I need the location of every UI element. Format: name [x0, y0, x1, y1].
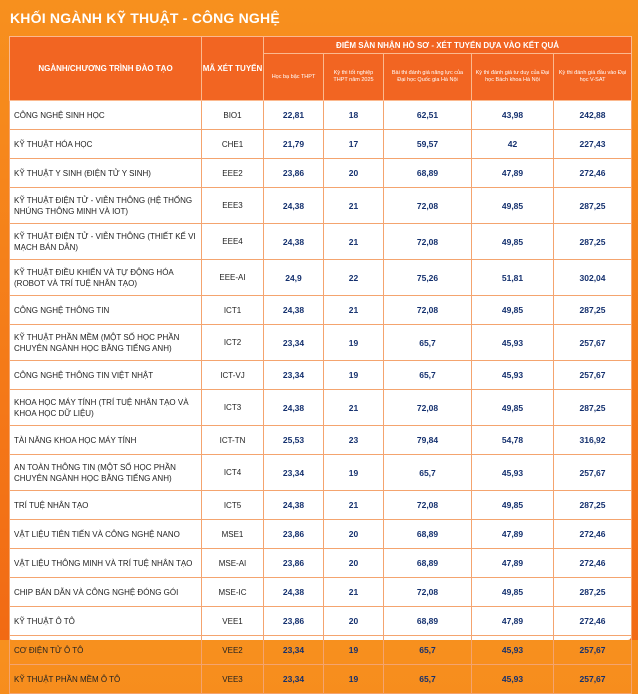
program-header: NGÀNH/CHƯƠNG TRÌNH ĐÀO TẠO — [10, 37, 202, 101]
page-title: KHỐI NGÀNH KỸ THUẬT - CÔNG NGHỆ — [10, 10, 280, 26]
score-vnu: 72,08 — [384, 296, 472, 325]
program-code: CHE1 — [202, 130, 264, 159]
score-vnu: 65,7 — [384, 665, 472, 694]
table-row — [10, 426, 632, 455]
table-row — [10, 520, 632, 549]
program-code: VEE2 — [202, 636, 264, 665]
program-name: KỸ THUẬT ĐIỆN TỬ - VIỄN THÔNG (HỆ THỐNG NHÚNG THÔNG MINH VÀ IOT) — [10, 188, 202, 224]
score-vnu: 59,57 — [384, 130, 472, 159]
score-vnu: 72,08 — [384, 390, 472, 426]
score-graduation: 19 — [324, 455, 384, 491]
score-table — [9, 36, 632, 694]
program-code: ICT2 — [202, 325, 264, 361]
score-hust: 47,89 — [472, 159, 554, 188]
program-code: VEE3 — [202, 665, 264, 694]
score-vsat: 272,46 — [554, 159, 632, 188]
transcript-header: Học bạ bậc THPT — [264, 54, 324, 101]
score-vnu: 72,08 — [384, 578, 472, 607]
score-vnu: 68,89 — [384, 520, 472, 549]
score-vnu: 68,89 — [384, 607, 472, 636]
table-row — [10, 665, 632, 694]
score-transcript: 21,79 — [264, 130, 324, 159]
score-graduation: 23 — [324, 426, 384, 455]
program-name: KỸ THUẬT Y SINH (ĐIỆN TỬ Y SINH) — [10, 159, 202, 188]
score-hust: 45,93 — [472, 636, 554, 665]
score-transcript: 23,34 — [264, 636, 324, 665]
score-transcript: 23,34 — [264, 665, 324, 694]
program-code: BIO1 — [202, 101, 264, 130]
score-hust: 43,98 — [472, 101, 554, 130]
score-transcript: 24,38 — [264, 188, 324, 224]
program-name: CÔNG NGHỆ SINH HỌC — [10, 101, 202, 130]
score-graduation: 20 — [324, 159, 384, 188]
score-vnu: 62,51 — [384, 101, 472, 130]
score-vsat: 287,25 — [554, 224, 632, 260]
score-vsat: 302,04 — [554, 260, 632, 296]
program-name: CÔNG NGHỆ THÔNG TIN — [10, 296, 202, 325]
score-vnu: 75,26 — [384, 260, 472, 296]
score-vnu: 79,84 — [384, 426, 472, 455]
score-hust: 45,93 — [472, 665, 554, 694]
table-row — [10, 549, 632, 578]
score-vnu: 65,7 — [384, 455, 472, 491]
score-transcript: 24,9 — [264, 260, 324, 296]
program-code: MSE-AI — [202, 549, 264, 578]
score-hust: 47,89 — [472, 549, 554, 578]
table-row — [10, 578, 632, 607]
table-row — [10, 491, 632, 520]
score-transcript: 23,34 — [264, 325, 324, 361]
score-hust: 49,85 — [472, 296, 554, 325]
score-graduation: 21 — [324, 390, 384, 426]
table-row — [10, 101, 632, 130]
score-group-header: ĐIỂM SÀN NHẬN HỒ SƠ - XÉT TUYỂN DỰA VÀO KẾT QUẢ — [264, 37, 632, 54]
score-vsat: 227,43 — [554, 130, 632, 159]
program-code: MSE1 — [202, 520, 264, 549]
score-hust: 49,85 — [472, 578, 554, 607]
score-graduation: 17 — [324, 130, 384, 159]
program-name: KỸ THUẬT ĐIỀU KHIỂN VÀ TỰ ĐỘNG HÓA (ROBOT VÀ TRÍ TUỆ NHÂN TẠO) — [10, 260, 202, 296]
score-transcript: 23,86 — [264, 549, 324, 578]
graduation-exam-header: Kỳ thi tốt nghiệp THPT năm 2025 — [324, 54, 384, 101]
table-row — [10, 325, 632, 361]
program-code: EEE-AI — [202, 260, 264, 296]
program-name: CÔNG NGHỆ THÔNG TIN VIỆT NHẬT — [10, 361, 202, 390]
score-hust: 47,89 — [472, 520, 554, 549]
score-graduation: 21 — [324, 578, 384, 607]
table-row — [10, 361, 632, 390]
table-row — [10, 455, 632, 491]
score-vnu: 65,7 — [384, 361, 472, 390]
score-vsat: 287,25 — [554, 491, 632, 520]
program-code: ICT1 — [202, 296, 264, 325]
program-code: EEE3 — [202, 188, 264, 224]
score-graduation: 20 — [324, 520, 384, 549]
table-row — [10, 130, 632, 159]
score-vsat: 257,67 — [554, 636, 632, 665]
score-hust: 49,85 — [472, 188, 554, 224]
score-hust: 45,93 — [472, 325, 554, 361]
program-code: ICT3 — [202, 390, 264, 426]
score-hust: 45,93 — [472, 361, 554, 390]
score-hust: 49,85 — [472, 491, 554, 520]
score-hust: 49,85 — [472, 390, 554, 426]
program-name: VẬT LIỆU TIÊN TIẾN VÀ CÔNG NGHỆ NANO — [10, 520, 202, 549]
vsat-header: Kỳ thi đánh giá đầu vào Đại học V-SAT — [554, 54, 632, 101]
score-graduation: 19 — [324, 361, 384, 390]
score-hust: 45,93 — [472, 455, 554, 491]
program-name: KỸ THUẬT Ô TÔ — [10, 607, 202, 636]
program-name: KỸ THUẬT HÓA HỌC — [10, 130, 202, 159]
score-vsat: 272,46 — [554, 607, 632, 636]
program-code: ICT4 — [202, 455, 264, 491]
program-name: VẬT LIỆU THÔNG MINH VÀ TRÍ TUỆ NHÂN TẠO — [10, 549, 202, 578]
program-name: CƠ ĐIỆN TỬ Ô TÔ — [10, 636, 202, 665]
score-graduation: 20 — [324, 549, 384, 578]
score-transcript: 24,38 — [264, 578, 324, 607]
score-transcript: 23,86 — [264, 159, 324, 188]
score-hust: 42 — [472, 130, 554, 159]
score-vsat: 272,46 — [554, 520, 632, 549]
score-transcript: 24,38 — [264, 296, 324, 325]
score-transcript: 22,81 — [264, 101, 324, 130]
score-hust: 49,85 — [472, 224, 554, 260]
table-row — [10, 296, 632, 325]
score-vsat: 257,67 — [554, 361, 632, 390]
score-vsat: 242,88 — [554, 101, 632, 130]
score-transcript: 24,38 — [264, 224, 324, 260]
score-vsat: 316,92 — [554, 426, 632, 455]
score-vsat: 287,25 — [554, 188, 632, 224]
program-name: TÀI NĂNG KHOA HỌC MÁY TÍNH — [10, 426, 202, 455]
score-vsat: 287,25 — [554, 296, 632, 325]
table-row — [10, 224, 632, 260]
score-graduation: 19 — [324, 665, 384, 694]
score-graduation: 19 — [324, 325, 384, 361]
score-vsat: 257,67 — [554, 455, 632, 491]
score-transcript: 24,38 — [264, 390, 324, 426]
program-name: KHOA HỌC MÁY TÍNH (TRÍ TUỆ NHÂN TẠO VÀ KHOA HỌC DỮ LIỆU) — [10, 390, 202, 426]
score-transcript: 23,86 — [264, 607, 324, 636]
score-vnu: 72,08 — [384, 224, 472, 260]
program-name: KỸ THUẬT ĐIỆN TỬ - VIỄN THÔNG (THIẾT KẾ VI MẠCH BÁN DẪN) — [10, 224, 202, 260]
score-graduation: 21 — [324, 491, 384, 520]
table-row — [10, 159, 632, 188]
score-vsat: 287,25 — [554, 390, 632, 426]
table-body — [10, 101, 632, 694]
score-hust: 47,89 — [472, 607, 554, 636]
score-graduation: 21 — [324, 296, 384, 325]
score-vsat: 257,67 — [554, 665, 632, 694]
code-header: MÃ XÉT TUYỂN — [202, 37, 264, 101]
score-vsat: 287,25 — [554, 578, 632, 607]
table-row — [10, 390, 632, 426]
score-vnu: 68,89 — [384, 549, 472, 578]
table-row — [10, 607, 632, 636]
table-row — [10, 188, 632, 224]
score-vsat: 257,67 — [554, 325, 632, 361]
vnu-competency-header: Bài thi đánh giá năng lực của Đại học Quốc gia Hà Nội — [384, 54, 472, 101]
score-graduation: 22 — [324, 260, 384, 296]
score-hust: 54,78 — [472, 426, 554, 455]
program-code: ICT-TN — [202, 426, 264, 455]
hust-thinking-header: Kỳ thi đánh giá tư duy của Đại học Bách khoa Hà Nội — [472, 54, 554, 101]
score-transcript: 23,34 — [264, 361, 324, 390]
score-graduation: 20 — [324, 607, 384, 636]
program-code: EEE2 — [202, 159, 264, 188]
score-graduation: 21 — [324, 188, 384, 224]
admission-table — [9, 36, 631, 684]
program-name: KỸ THUẬT PHẦN MỀM Ô TÔ — [10, 665, 202, 694]
score-vnu: 68,89 — [384, 159, 472, 188]
table-row — [10, 260, 632, 296]
program-code: VEE1 — [202, 607, 264, 636]
score-hust: 51,81 — [472, 260, 554, 296]
score-transcript: 23,34 — [264, 455, 324, 491]
program-code: EEE4 — [202, 224, 264, 260]
score-vnu: 72,08 — [384, 491, 472, 520]
score-transcript: 23,86 — [264, 520, 324, 549]
program-name: TRÍ TUỆ NHÂN TẠO — [10, 491, 202, 520]
score-vsat: 272,46 — [554, 549, 632, 578]
table-row — [10, 636, 632, 665]
program-name: AN TOÀN THÔNG TIN (MỘT SỐ HỌC PHẦN CHUYÊN NGÀNH HỌC BẰNG TIẾNG ANH) — [10, 455, 202, 491]
program-code: ICT5 — [202, 491, 264, 520]
program-name: KỸ THUẬT PHẦN MỀM (MỘT SỐ HỌC PHẦN CHUYÊN NGÀNH HỌC BẰNG TIẾNG ANH) — [10, 325, 202, 361]
score-vnu: 65,7 — [384, 636, 472, 665]
score-vnu: 65,7 — [384, 325, 472, 361]
score-transcript: 24,38 — [264, 491, 324, 520]
program-code: MSE-IC — [202, 578, 264, 607]
score-graduation: 19 — [324, 636, 384, 665]
score-vnu: 72,08 — [384, 188, 472, 224]
score-graduation: 21 — [324, 224, 384, 260]
score-graduation: 18 — [324, 101, 384, 130]
score-transcript: 25,53 — [264, 426, 324, 455]
program-name: CHIP BÁN DẪN VÀ CÔNG NGHỆ ĐÓNG GÓI — [10, 578, 202, 607]
program-code: ICT-VJ — [202, 361, 264, 390]
